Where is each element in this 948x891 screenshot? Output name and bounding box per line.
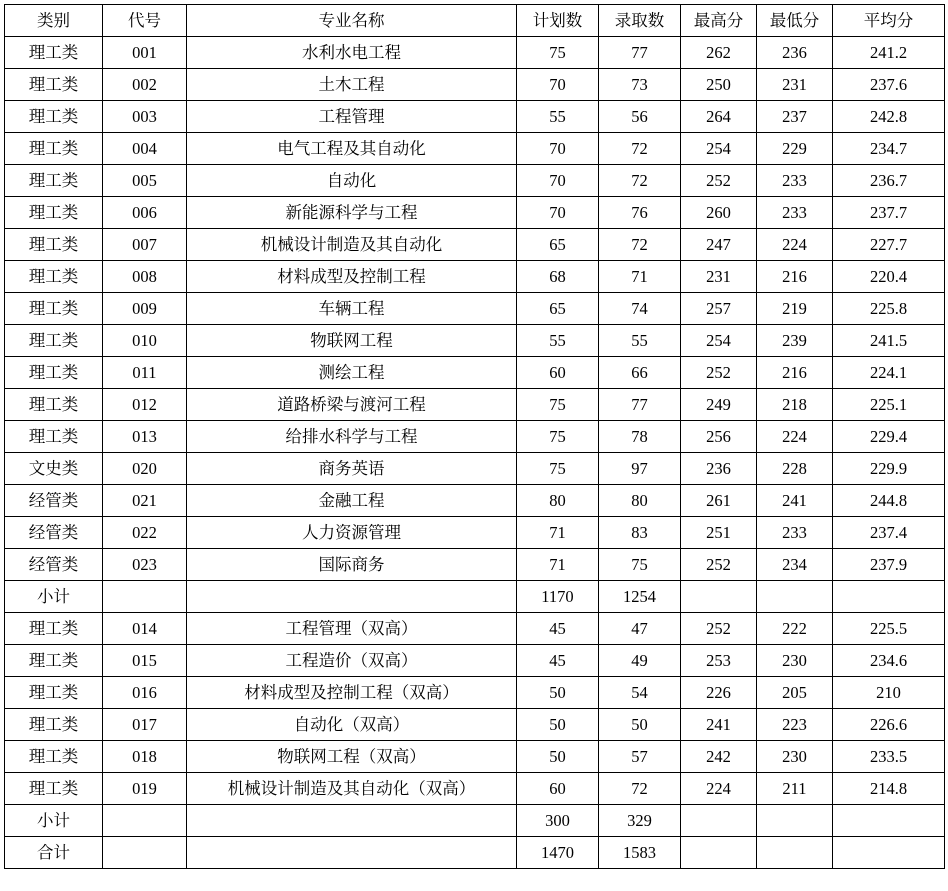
cell-lowest-score: 223	[757, 709, 833, 741]
cell-highest-score: 261	[681, 485, 757, 517]
cell-code: 006	[103, 197, 187, 229]
cell-highest-score: 224	[681, 773, 757, 805]
cell-major	[187, 837, 517, 869]
cell-category: 经管类	[5, 517, 103, 549]
cell-category: 理工类	[5, 197, 103, 229]
cell-lowest-score: 229	[757, 133, 833, 165]
table-row	[5, 677, 945, 709]
cell-lowest-score: 218	[757, 389, 833, 421]
cell-average-score	[833, 837, 945, 869]
cell-highest-score: 252	[681, 357, 757, 389]
cell-code: 009	[103, 293, 187, 325]
cell-average-score: 241.5	[833, 325, 945, 357]
cell-average-score: 237.9	[833, 549, 945, 581]
cell-average-score: 234.6	[833, 645, 945, 677]
header-code: 代号	[103, 5, 187, 37]
cell-average-score: 237.7	[833, 197, 945, 229]
cell-admitted-count: 57	[599, 741, 681, 773]
cell-admitted-count: 49	[599, 645, 681, 677]
cell-admitted-count: 329	[599, 805, 681, 837]
cell-category: 理工类	[5, 421, 103, 453]
cell-code	[103, 837, 187, 869]
cell-category: 理工类	[5, 389, 103, 421]
cell-major: 材料成型及控制工程	[187, 261, 517, 293]
cell-average-score: 229.9	[833, 453, 945, 485]
cell-highest-score: 250	[681, 69, 757, 101]
cell-category: 经管类	[5, 485, 103, 517]
cell-code: 001	[103, 37, 187, 69]
header-highest-score: 最高分	[681, 5, 757, 37]
cell-code	[103, 805, 187, 837]
cell-average-score: 229.4	[833, 421, 945, 453]
cell-category: 理工类	[5, 645, 103, 677]
cell-major: 给排水科学与工程	[187, 421, 517, 453]
cell-highest-score: 253	[681, 645, 757, 677]
cell-admitted-count: 75	[599, 549, 681, 581]
cell-plan-count: 75	[517, 389, 599, 421]
cell-lowest-score: 233	[757, 165, 833, 197]
cell-code: 018	[103, 741, 187, 773]
cell-plan-count: 50	[517, 677, 599, 709]
cell-lowest-score: 231	[757, 69, 833, 101]
cell-admitted-count: 97	[599, 453, 681, 485]
cell-lowest-score: 222	[757, 613, 833, 645]
cell-lowest-score: 233	[757, 197, 833, 229]
table-row	[5, 133, 945, 165]
cell-average-score: 244.8	[833, 485, 945, 517]
cell-code: 015	[103, 645, 187, 677]
cell-major: 金融工程	[187, 485, 517, 517]
cell-major	[187, 581, 517, 613]
cell-highest-score: 262	[681, 37, 757, 69]
cell-highest-score: 252	[681, 613, 757, 645]
table-row	[5, 357, 945, 389]
cell-major: 工程造价（双高）	[187, 645, 517, 677]
cell-code: 012	[103, 389, 187, 421]
cell-lowest-score: 237	[757, 101, 833, 133]
cell-code: 004	[103, 133, 187, 165]
cell-average-score: 225.8	[833, 293, 945, 325]
cell-average-score: 210	[833, 677, 945, 709]
cell-lowest-score: 239	[757, 325, 833, 357]
cell-plan-count: 70	[517, 69, 599, 101]
cell-average-score: 242.8	[833, 101, 945, 133]
cell-highest-score: 254	[681, 325, 757, 357]
table-row	[5, 325, 945, 357]
cell-plan-count: 65	[517, 229, 599, 261]
table-row	[5, 805, 945, 837]
table-row	[5, 613, 945, 645]
cell-major: 自动化（双高）	[187, 709, 517, 741]
cell-average-score	[833, 805, 945, 837]
table-row	[5, 165, 945, 197]
cell-code: 003	[103, 101, 187, 133]
cell-highest-score: 260	[681, 197, 757, 229]
cell-code: 020	[103, 453, 187, 485]
cell-admitted-count: 74	[599, 293, 681, 325]
table-row	[5, 37, 945, 69]
table-row	[5, 773, 945, 805]
table-row	[5, 229, 945, 261]
cell-category: 理工类	[5, 613, 103, 645]
table-row	[5, 645, 945, 677]
cell-plan-count: 60	[517, 773, 599, 805]
cell-category: 经管类	[5, 549, 103, 581]
table-row	[5, 549, 945, 581]
cell-lowest-score: 230	[757, 645, 833, 677]
cell-lowest-score: 230	[757, 741, 833, 773]
cell-lowest-score: 219	[757, 293, 833, 325]
header-category: 类别	[5, 5, 103, 37]
cell-major: 电气工程及其自动化	[187, 133, 517, 165]
cell-plan-count: 45	[517, 645, 599, 677]
cell-code: 005	[103, 165, 187, 197]
cell-plan-count: 70	[517, 197, 599, 229]
cell-average-score: 237.4	[833, 517, 945, 549]
cell-highest-score	[681, 805, 757, 837]
cell-average-score: 224.1	[833, 357, 945, 389]
cell-average-score: 214.8	[833, 773, 945, 805]
cell-plan-count: 60	[517, 357, 599, 389]
cell-average-score: 233.5	[833, 741, 945, 773]
cell-major: 测绘工程	[187, 357, 517, 389]
cell-code: 013	[103, 421, 187, 453]
cell-category: 合计	[5, 837, 103, 869]
cell-admitted-count: 72	[599, 133, 681, 165]
cell-average-score: 241.2	[833, 37, 945, 69]
cell-lowest-score	[757, 581, 833, 613]
cell-plan-count: 70	[517, 133, 599, 165]
table-row	[5, 741, 945, 773]
cell-code: 016	[103, 677, 187, 709]
cell-admitted-count: 78	[599, 421, 681, 453]
table-row	[5, 293, 945, 325]
cell-admitted-count: 54	[599, 677, 681, 709]
cell-category: 理工类	[5, 133, 103, 165]
cell-lowest-score	[757, 805, 833, 837]
cell-admitted-count: 73	[599, 69, 681, 101]
cell-lowest-score: 236	[757, 37, 833, 69]
cell-plan-count: 75	[517, 421, 599, 453]
cell-plan-count: 70	[517, 165, 599, 197]
cell-average-score: 220.4	[833, 261, 945, 293]
cell-lowest-score: 216	[757, 357, 833, 389]
cell-plan-count: 75	[517, 453, 599, 485]
cell-highest-score: 252	[681, 549, 757, 581]
cell-major: 机械设计制造及其自动化	[187, 229, 517, 261]
cell-admitted-count: 71	[599, 261, 681, 293]
cell-highest-score: 241	[681, 709, 757, 741]
cell-lowest-score: 224	[757, 421, 833, 453]
header-major: 专业名称	[187, 5, 517, 37]
cell-major: 物联网工程	[187, 325, 517, 357]
cell-highest-score: 249	[681, 389, 757, 421]
table-row	[5, 261, 945, 293]
cell-average-score: 225.1	[833, 389, 945, 421]
cell-major: 自动化	[187, 165, 517, 197]
cell-code: 002	[103, 69, 187, 101]
cell-code: 010	[103, 325, 187, 357]
cell-major: 物联网工程（双高）	[187, 741, 517, 773]
cell-highest-score	[681, 581, 757, 613]
cell-admitted-count: 1254	[599, 581, 681, 613]
cell-category: 理工类	[5, 741, 103, 773]
header-lowest-score: 最低分	[757, 5, 833, 37]
cell-highest-score: 252	[681, 165, 757, 197]
cell-plan-count: 75	[517, 37, 599, 69]
cell-major: 土木工程	[187, 69, 517, 101]
cell-category: 理工类	[5, 261, 103, 293]
cell-major	[187, 805, 517, 837]
cell-admitted-count: 1583	[599, 837, 681, 869]
cell-highest-score: 236	[681, 453, 757, 485]
cell-highest-score: 242	[681, 741, 757, 773]
cell-category: 理工类	[5, 229, 103, 261]
cell-lowest-score: 228	[757, 453, 833, 485]
cell-admitted-count: 77	[599, 37, 681, 69]
cell-admitted-count: 50	[599, 709, 681, 741]
cell-major: 人力资源管理	[187, 517, 517, 549]
cell-lowest-score	[757, 837, 833, 869]
cell-highest-score: 251	[681, 517, 757, 549]
cell-plan-count: 71	[517, 517, 599, 549]
cell-average-score	[833, 581, 945, 613]
cell-highest-score: 257	[681, 293, 757, 325]
cell-highest-score	[681, 837, 757, 869]
table-row	[5, 581, 945, 613]
cell-lowest-score: 211	[757, 773, 833, 805]
table-header	[5, 5, 945, 37]
cell-average-score: 234.7	[833, 133, 945, 165]
cell-average-score: 237.6	[833, 69, 945, 101]
cell-plan-count: 80	[517, 485, 599, 517]
cell-highest-score: 254	[681, 133, 757, 165]
cell-lowest-score: 234	[757, 549, 833, 581]
cell-category: 理工类	[5, 325, 103, 357]
cell-major: 工程管理	[187, 101, 517, 133]
cell-major: 道路桥梁与渡河工程	[187, 389, 517, 421]
cell-major: 国际商务	[187, 549, 517, 581]
cell-admitted-count: 66	[599, 357, 681, 389]
cell-category: 理工类	[5, 165, 103, 197]
admission-score-table	[4, 4, 945, 869]
cell-average-score: 236.7	[833, 165, 945, 197]
cell-highest-score: 264	[681, 101, 757, 133]
cell-highest-score: 256	[681, 421, 757, 453]
cell-code: 019	[103, 773, 187, 805]
table-row	[5, 101, 945, 133]
header-row	[5, 5, 945, 37]
cell-plan-count: 45	[517, 613, 599, 645]
cell-plan-count: 300	[517, 805, 599, 837]
cell-admitted-count: 76	[599, 197, 681, 229]
cell-major: 商务英语	[187, 453, 517, 485]
cell-category: 理工类	[5, 101, 103, 133]
cell-category: 理工类	[5, 293, 103, 325]
header-admitted-count: 录取数	[599, 5, 681, 37]
cell-code: 007	[103, 229, 187, 261]
cell-average-score: 225.5	[833, 613, 945, 645]
cell-code: 014	[103, 613, 187, 645]
cell-code: 017	[103, 709, 187, 741]
cell-major: 材料成型及控制工程（双高）	[187, 677, 517, 709]
header-plan-count: 计划数	[517, 5, 599, 37]
cell-code: 023	[103, 549, 187, 581]
table-row	[5, 837, 945, 869]
cell-plan-count: 68	[517, 261, 599, 293]
cell-highest-score: 231	[681, 261, 757, 293]
cell-admitted-count: 72	[599, 773, 681, 805]
cell-plan-count: 1170	[517, 581, 599, 613]
cell-plan-count: 71	[517, 549, 599, 581]
cell-category: 理工类	[5, 357, 103, 389]
header-average-score: 平均分	[833, 5, 945, 37]
table-row	[5, 69, 945, 101]
cell-lowest-score: 233	[757, 517, 833, 549]
cell-category: 理工类	[5, 37, 103, 69]
cell-major: 机械设计制造及其自动化（双高）	[187, 773, 517, 805]
table-row	[5, 485, 945, 517]
cell-highest-score: 226	[681, 677, 757, 709]
cell-admitted-count: 47	[599, 613, 681, 645]
cell-admitted-count: 77	[599, 389, 681, 421]
cell-plan-count: 50	[517, 709, 599, 741]
cell-admitted-count: 80	[599, 485, 681, 517]
cell-category: 小计	[5, 581, 103, 613]
cell-admitted-count: 83	[599, 517, 681, 549]
table-row	[5, 709, 945, 741]
cell-admitted-count: 55	[599, 325, 681, 357]
cell-category: 理工类	[5, 677, 103, 709]
cell-category: 理工类	[5, 69, 103, 101]
table-body	[5, 37, 945, 869]
cell-plan-count: 55	[517, 101, 599, 133]
cell-code: 022	[103, 517, 187, 549]
cell-lowest-score: 205	[757, 677, 833, 709]
cell-admitted-count: 72	[599, 229, 681, 261]
table-row	[5, 197, 945, 229]
cell-code: 011	[103, 357, 187, 389]
cell-lowest-score: 241	[757, 485, 833, 517]
cell-category: 理工类	[5, 773, 103, 805]
cell-plan-count: 55	[517, 325, 599, 357]
table-row	[5, 421, 945, 453]
table-row	[5, 453, 945, 485]
table-row	[5, 517, 945, 549]
cell-code: 021	[103, 485, 187, 517]
cell-code	[103, 581, 187, 613]
table-row	[5, 389, 945, 421]
cell-average-score: 227.7	[833, 229, 945, 261]
cell-major: 车辆工程	[187, 293, 517, 325]
cell-average-score: 226.6	[833, 709, 945, 741]
cell-highest-score: 247	[681, 229, 757, 261]
cell-major: 新能源科学与工程	[187, 197, 517, 229]
cell-plan-count: 65	[517, 293, 599, 325]
cell-admitted-count: 56	[599, 101, 681, 133]
cell-major: 水利水电工程	[187, 37, 517, 69]
cell-category: 小计	[5, 805, 103, 837]
cell-category: 文史类	[5, 453, 103, 485]
cell-plan-count: 50	[517, 741, 599, 773]
cell-code: 008	[103, 261, 187, 293]
cell-major: 工程管理（双高）	[187, 613, 517, 645]
cell-category: 理工类	[5, 709, 103, 741]
cell-lowest-score: 216	[757, 261, 833, 293]
cell-lowest-score: 224	[757, 229, 833, 261]
cell-plan-count: 1470	[517, 837, 599, 869]
cell-admitted-count: 72	[599, 165, 681, 197]
